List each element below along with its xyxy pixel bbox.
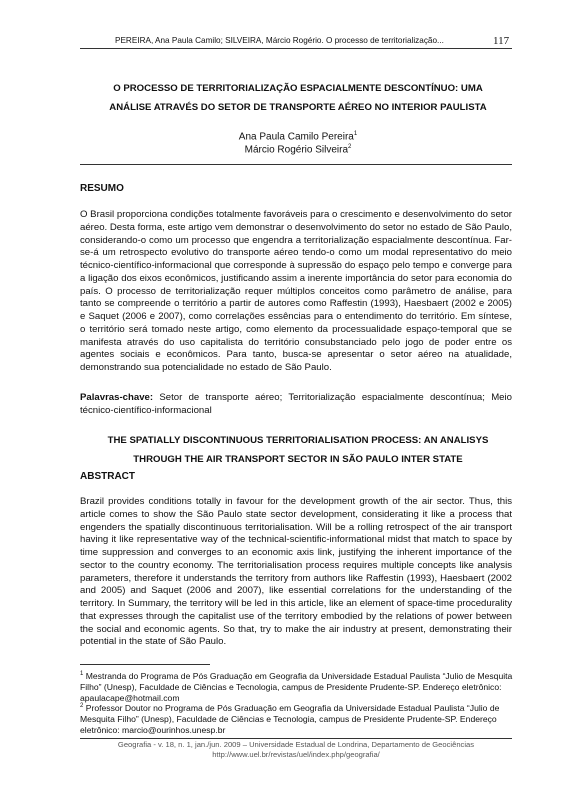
title-en-line-1: THE SPATIALLY DISCONTINUOUS TERRITORIALISATION PROCESS: AN ANALISYS [107, 435, 489, 446]
keywords-label: Palavras-chave: [80, 392, 154, 403]
author-2 [82, 141, 514, 156]
author-1-note: 1 [353, 131, 358, 137]
authors-rule [80, 164, 512, 165]
footnote-1 [80, 669, 520, 704]
keywords [80, 392, 512, 418]
header-rule [80, 48, 512, 49]
author-1-name: Ana Paula Camilo Pereira [238, 131, 354, 143]
title-pt-line-2: ANÁLISE ATRAVÉS DO SETOR DE TRANSPORTE AÉREO NO INTERIOR PAULISTA [109, 102, 487, 113]
footer-citation: Geografia - v. 18, n. 1, jan./jun. 2009 – Universidade Estadual de Londrina, Departamento de Geociências [117, 740, 475, 749]
page-number: 117 [493, 35, 510, 47]
footnote-1-number: 1 [80, 671, 84, 677]
abstract-heading: ABSTRACT [80, 471, 135, 482]
resumo-text: O Brasil proporciona condições totalmente favoráveis para o crescimento e desenvolvimento do setor aéreo. Desta forma, este artigo vem demonstrar o desenvolvimento do setor no estado de São Paulo, considerando-o como um processo que engendra a territorialização espacialmente descontínua. Far-se-á um retrospecto evolutivo do transporte aéreo tendo-o como um modal representativo do meio técnico-científico-informacional que corresponde à supressão do espaço pelo tempo e converge para a ligação dos eixos econômicos, justificando assim a inerente importância do setor para economia do país. O processo de territorialização requer múltiplos conceitos como parâmetro de análise, para tanto se compreende o território a partir de autores como Raffestin (1993), Haesbaert (2002 e 2005) e Saquet (2006 e 2007), como correlações essências para o entendimento do território. Em síntese, o território será tomado neste artigo, como elemento da processualidade espaço-temporal que se manifesta através do uso capitalista do território consubstanciado pelo jogo de poder entre os agentes sociais e econômicos. Para tanto, busca-se apresentar o setor aéreo na atualidade, demonstrando sua potencialidade no estado de São Paulo. [80, 209, 512, 373]
running-header: PEREIRA, Ana Paula Camilo; SILVEIRA, Márcio Rogério. O processo de territorialização... [115, 36, 444, 45]
footnote-2 [80, 701, 520, 736]
author-2-note: 2 [348, 144, 352, 150]
footnote-2-number: 2 [80, 703, 84, 709]
title-en-line-2: THROUGH THE AIR TRANSPORT SECTOR IN SÃO PAULO INTER STATE [133, 454, 463, 465]
footnote-rule [80, 664, 210, 665]
footnote-2-text: Professor Doutor no Programa de Pós Graduação em Geografia da Universidade Estadual Paulista “Julio de Mesquita Filho” (Unesp), Faculdade de Ciências e Tecnologia, campus de Presidente Prudente-SP. Endereço eletrônico: marcio@ourinhos.unesp.br [80, 702, 500, 735]
keywords-text: Setor de transporte aéreo; Territorialização espacialmente descontínua; Meio técnico-científico-informacional [80, 392, 512, 416]
footer-url[interactable]: http://www.uel.br/revistas/uel/index.php/geografia/ [212, 750, 380, 759]
author-2-name: Márcio Rogério Silveira [244, 144, 349, 156]
title-pt-line-1: O PROCESSO DE TERRITORIALIZAÇÃO ESPACIALMENTE DESCONTÍNUO: UMA [113, 83, 483, 94]
footnote-1-text: Mestranda do Programa de Pós Graduação em Geografia da Universidade Estadual Paulista “Julio de Mesquita Filho” (Unesp), Faculdade de Ciências e Tecnologia, campus de Presidente Prudente-SP. Endereço eletrônico: apaulacape@hotmail.com [80, 670, 513, 703]
footer-rule [80, 738, 512, 739]
abstract-text: Brazil provides conditions totally in favour for the development growth of the air sector. Thus, this article comes to show the São Paulo state sector development, considerating it like a process that engenders the spatially discontinuous territorialisation. Will be a rolling retrospect of the air transport having it like representative way of the technical-scientific-informational midst that match to space by time suppression and converges to an economic axis link, justifying the inherent importance of the sector to the country economy. The territorialisation process requires multiple concepts like analysis parameters, therefore it understands the territory from authors like Raffestin (1993), Haesbaert (2002 and 2005) and Saquet (2006 and 2007), like essential correlations for the understanding of the territory. In Summary, the territory will be led in this article, like an element of space-time procedurality that expresses through the capitalist use of the territory embodied by the relations of power between the social and economic agents. So that, try to make the air industry at present, demonstrating their potential in the state of São Paulo. [80, 496, 512, 648]
resumo-heading: RESUMO [80, 183, 124, 194]
